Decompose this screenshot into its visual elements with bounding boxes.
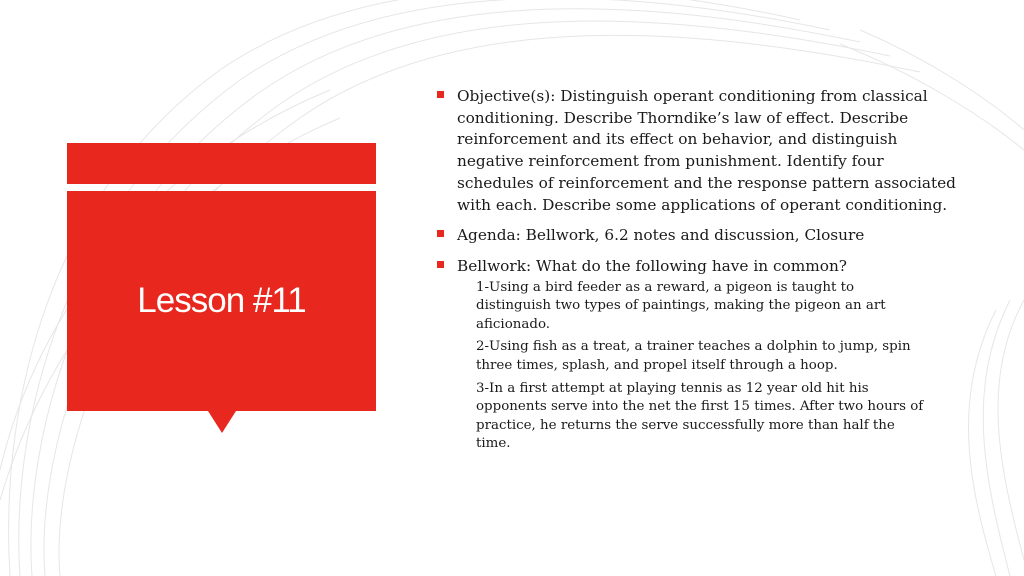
bellwork-item-3: 3-In a first attempt at playing tennis as 12 year old hit his opponents serve into the net the first 15 times. After two hours of practice, he returns the serve successfully more than half the time. xyxy=(476,380,924,452)
slide-content xyxy=(437,86,957,458)
bullet-agenda xyxy=(437,225,957,247)
bullet-bellwork xyxy=(437,256,957,278)
bullet-text: Agenda: Bellwork, 6.2 notes and discussion, Closure xyxy=(457,226,865,245)
bullet-marker-icon xyxy=(437,261,444,268)
bullet-text: Objective(s): Distinguish operant conditioning from classical conditioning. Describe Thorndike’s law of effect. Describe reinforcement and its effect on behavior, and distinguish negative reinforcement from punishment. Identify four schedules of reinforcement and the response pattern associated with each. Describe some applications of operant conditioning. xyxy=(457,87,956,214)
title-panel-pointer xyxy=(208,411,236,433)
bullet-marker-icon xyxy=(437,91,444,98)
bullet-objectives xyxy=(437,86,957,216)
bullet-marker-icon xyxy=(437,230,444,237)
bellwork-item-1: 1-Using a bird feeder as a reward, a pigeon is taught to distinguish two types of paintings, making the pigeon an art aficionado. xyxy=(476,279,886,332)
bullet-text: Bellwork: What do the following have in common? xyxy=(457,256,848,275)
slide-title: Lesson #11 xyxy=(137,281,306,320)
bellwork-item-2: 2-Using fish as a treat, a trainer teaches a dolphin to jump, spin three times, splash, and propel itself through a hoop. xyxy=(476,339,911,373)
accent-bar xyxy=(67,143,376,184)
